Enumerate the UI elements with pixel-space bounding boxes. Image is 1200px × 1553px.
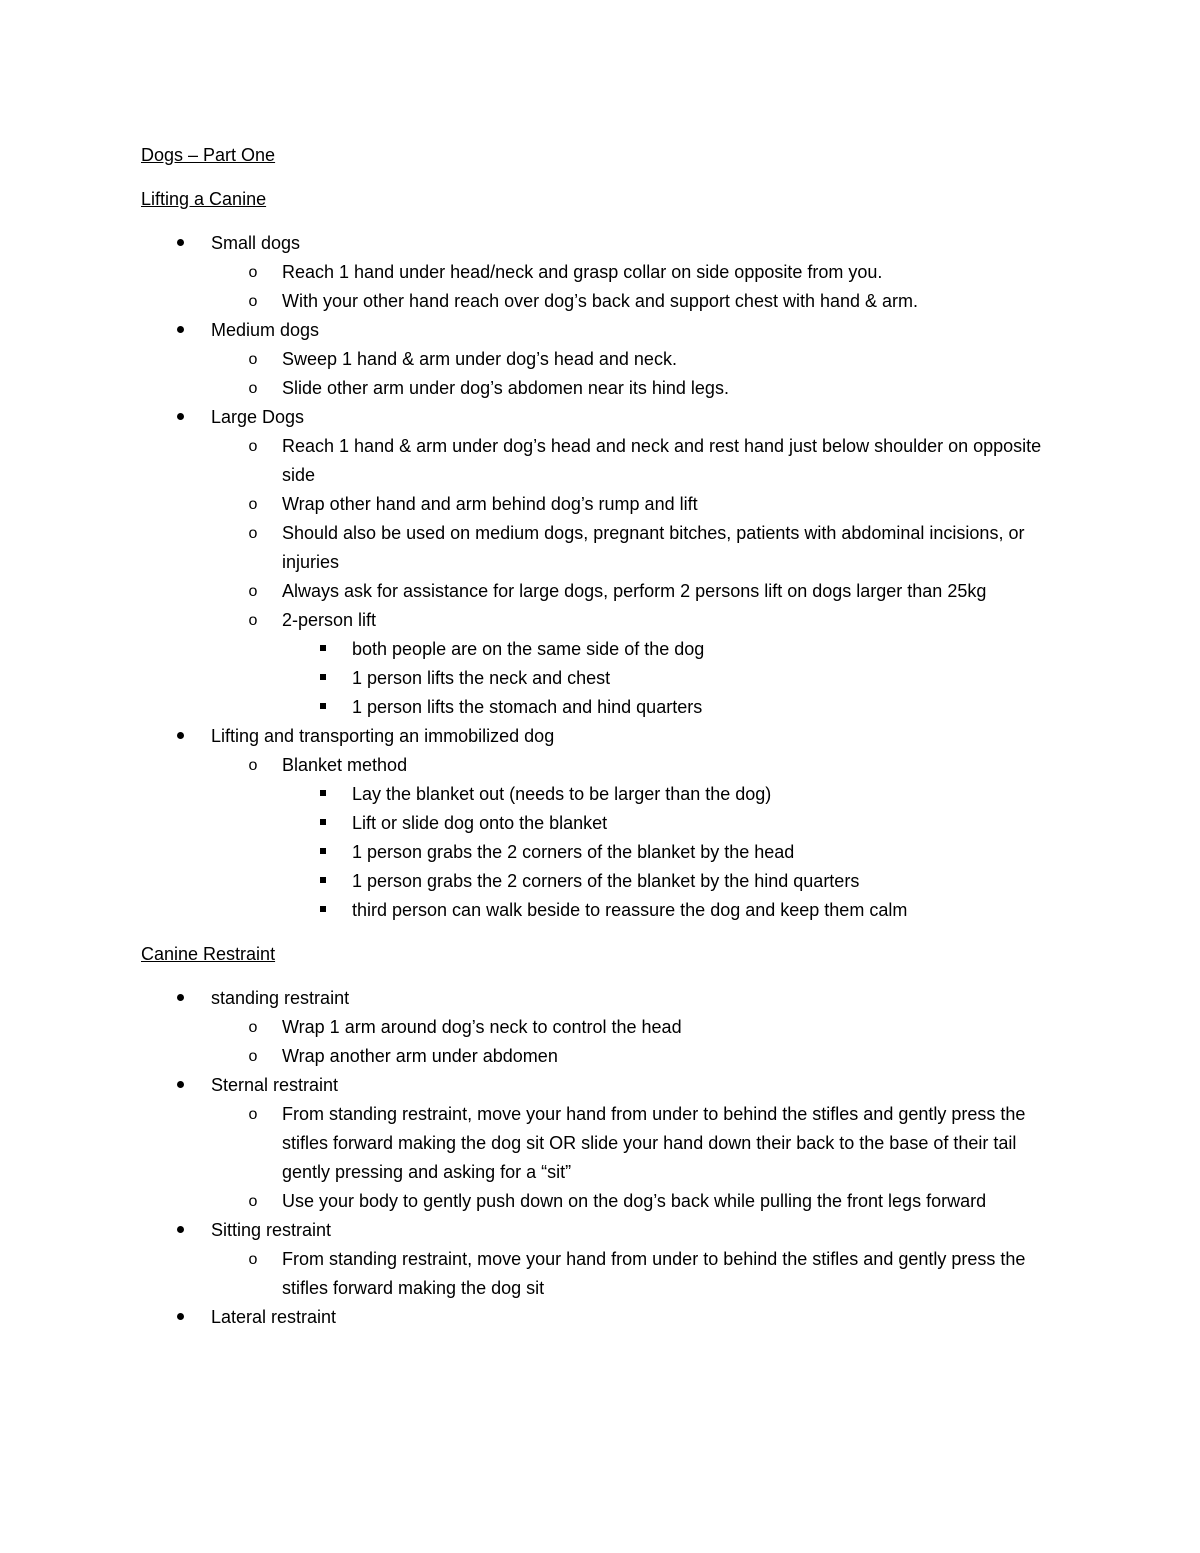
list-item <box>141 374 1061 403</box>
circle-bullet-icon: o <box>248 612 258 629</box>
page-title: Dogs – Part One <box>141 145 276 165</box>
list-item <box>141 403 1061 432</box>
square-bullet-icon <box>313 838 333 867</box>
list-item-text: Use your body to gently push down on the dog’s back while pulling the front legs forward <box>282 1191 987 1211</box>
list-item-text: Blanket method <box>282 755 408 775</box>
list-item-text: Wrap another arm under abdomen <box>282 1046 558 1066</box>
circle-bullet-icon: o <box>248 1193 258 1210</box>
list-item <box>141 896 1061 925</box>
list-item <box>141 1216 1061 1245</box>
list-item <box>141 519 1061 577</box>
list-item-text: 1 person grabs the 2 corners of the blanket by the hind quarters <box>352 871 860 891</box>
list-item-label: Lateral restraint <box>211 1307 337 1327</box>
list-item-text: Wrap other hand and arm behind dog’s rump and lift <box>282 494 698 514</box>
section-heading-restraint: Canine Restraint <box>141 944 276 964</box>
list-item-text: Slide other arm under dog’s abdomen near its hind legs. <box>282 378 729 398</box>
list-item <box>141 780 1061 809</box>
circle-bullet-icon: o <box>248 264 258 281</box>
list-item-text: third person can walk beside to reassure the dog and keep them calm <box>352 900 908 920</box>
square-bullet-icon <box>313 809 333 838</box>
list-item <box>141 693 1061 722</box>
circle-bullet-icon: o <box>248 1019 258 1036</box>
list-item <box>141 1042 1061 1071</box>
circle-bullet-icon: o <box>248 438 258 455</box>
list-item-label: Sternal restraint <box>211 1075 339 1095</box>
list-item <box>141 229 1061 258</box>
list-item <box>141 287 1061 316</box>
list-item-label: Sitting restraint <box>211 1220 332 1240</box>
circle-bullet-icon: o <box>248 1106 258 1123</box>
list-item-label: Lifting and transporting an immobilized dog <box>211 726 555 746</box>
circle-bullet-icon: o <box>248 1048 258 1065</box>
list-item <box>141 606 1061 635</box>
list-item-text: Reach 1 hand under head/neck and grasp collar on side opposite from you. <box>282 262 883 282</box>
square-bullet-icon <box>313 693 333 722</box>
list-item-label: Small dogs <box>211 233 301 253</box>
bullet-icon <box>170 1303 190 1332</box>
list-item-text: Should also be used on medium dogs, pregnant bitches, patients with abdominal incisions, or injuries <box>282 523 1025 572</box>
list-item <box>141 984 1061 1013</box>
circle-bullet-icon: o <box>248 380 258 397</box>
square-bullet-icon <box>313 867 333 896</box>
list-item-text: 2-person lift <box>282 610 377 630</box>
list-item-text: From standing restraint, move your hand from under to behind the stifles and gently press the stifles forward making the dog sit OR slide your hand down their back to the base of their tail gently pressing and asking for a “sit” <box>282 1104 1026 1182</box>
list-item-text: Reach 1 hand & arm under dog’s head and neck and rest hand just below shoulder on opposite side <box>282 436 1042 485</box>
list-item-text: 1 person lifts the neck and chest <box>352 668 611 688</box>
list-item <box>141 664 1061 693</box>
list-item-text: Always ask for assistance for large dogs, perform 2 persons lift on dogs larger than 25kg <box>282 581 987 601</box>
document-body <box>141 141 1061 1332</box>
list-item <box>141 1071 1061 1100</box>
list-item <box>141 1187 1061 1216</box>
list-item-text: Lay the blanket out (needs to be larger than the dog) <box>352 784 772 804</box>
list-item-label: Large Dogs <box>211 407 305 427</box>
bullet-icon <box>170 722 190 751</box>
square-bullet-icon <box>313 664 333 693</box>
list-item <box>141 345 1061 374</box>
list-item <box>141 1100 1061 1187</box>
list-item <box>141 258 1061 287</box>
list-item <box>141 490 1061 519</box>
list-item <box>141 838 1061 867</box>
circle-bullet-icon: o <box>248 525 258 542</box>
circle-bullet-icon: o <box>248 293 258 310</box>
bullet-icon <box>170 229 190 258</box>
bullet-icon <box>170 1071 190 1100</box>
circle-bullet-icon: o <box>248 583 258 600</box>
circle-bullet-icon: o <box>248 757 258 774</box>
list-item-text: 1 person lifts the stomach and hind quarters <box>352 697 703 717</box>
list-item <box>141 809 1061 838</box>
bullet-icon <box>170 316 190 345</box>
square-bullet-icon <box>313 635 333 664</box>
list-item <box>141 316 1061 345</box>
list-item <box>141 1303 1061 1332</box>
list-item <box>141 1245 1061 1303</box>
circle-bullet-icon: o <box>248 1251 258 1268</box>
list-item-text: 1 person grabs the 2 corners of the blanket by the head <box>352 842 795 862</box>
list-item-text: both people are on the same side of the dog <box>352 639 705 659</box>
list-item-label: standing restraint <box>211 988 350 1008</box>
square-bullet-icon <box>313 896 333 925</box>
list-item-text: With your other hand reach over dog’s back and support chest with hand & arm. <box>282 291 919 311</box>
circle-bullet-icon: o <box>248 496 258 513</box>
list-item <box>141 577 1061 606</box>
list-item-text: Wrap 1 arm around dog’s neck to control the head <box>282 1017 682 1037</box>
list-item <box>141 635 1061 664</box>
lifting-list <box>141 229 1061 925</box>
circle-bullet-icon: o <box>248 351 258 368</box>
list-item-label: Medium dogs <box>211 320 320 340</box>
bullet-icon <box>170 984 190 1013</box>
bullet-icon <box>170 403 190 432</box>
section-heading-lifting: Lifting a Canine <box>141 189 267 209</box>
list-item <box>141 432 1061 490</box>
square-bullet-icon <box>313 780 333 809</box>
list-item-text: From standing restraint, move your hand from under to behind the stifles and gently press the stifles forward making the dog sit <box>282 1249 1026 1298</box>
list-item <box>141 751 1061 780</box>
list-item <box>141 722 1061 751</box>
restraint-list <box>141 984 1061 1332</box>
bullet-icon <box>170 1216 190 1245</box>
list-item-text: Lift or slide dog onto the blanket <box>352 813 608 833</box>
list-item <box>141 867 1061 896</box>
list-item-text: Sweep 1 hand & arm under dog’s head and neck. <box>282 349 677 369</box>
list-item <box>141 1013 1061 1042</box>
